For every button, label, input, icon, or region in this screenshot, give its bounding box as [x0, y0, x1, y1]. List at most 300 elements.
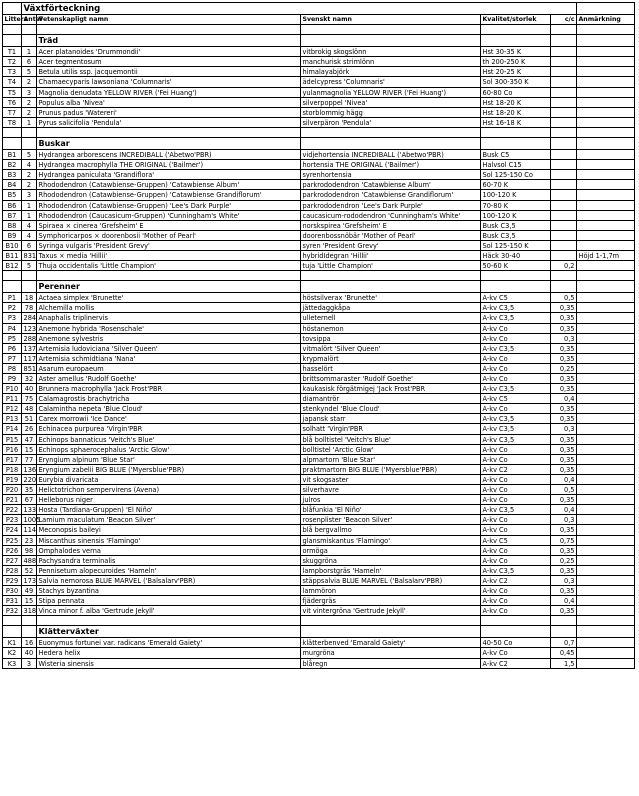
note-cell: [577, 455, 635, 465]
table-row: [2, 344, 635, 354]
antal-cell: 16: [22, 638, 37, 648]
swedish-name-cell: blå bolltistel 'Veitch's Blue': [301, 435, 481, 445]
scientific-name-cell: Helictotrichon sempervirens (Avena): [37, 485, 301, 495]
note-cell: [577, 190, 635, 200]
blank-cell: [301, 25, 481, 35]
blank-cell: [481, 626, 551, 638]
littera-cell: P17: [2, 455, 22, 465]
note-cell: [577, 67, 635, 77]
swedish-name-cell: storblommig hägg: [301, 108, 481, 118]
note-cell: [577, 638, 635, 648]
blank-cell: [577, 25, 635, 35]
antal-cell: 15: [22, 445, 37, 455]
littera-cell: P4: [2, 324, 22, 334]
scientific-name-cell: Hydrangea arborescens INCREDIBALL ('Abetwo'PBR): [37, 150, 301, 160]
littera-cell: P23: [2, 515, 22, 525]
note-cell: [577, 231, 635, 241]
scientific-name-cell: Anemone hybrida 'Rosenschale': [37, 324, 301, 334]
antal-cell: 288: [23, 334, 37, 343]
table-row: [2, 475, 635, 485]
table-row: [2, 384, 635, 394]
blank-cell: [577, 616, 635, 626]
littera-cell: B1: [2, 150, 22, 160]
note-cell: [577, 596, 635, 606]
scientific-name-cell: Brunnera macrophylla 'Jack Frost'PBR: [37, 384, 301, 394]
antal-cell: 123: [23, 324, 37, 333]
quality-cell: Halvsol C15: [481, 160, 551, 170]
table-row: [2, 515, 635, 525]
antal-cell: 77: [22, 455, 37, 465]
blank-cell: [37, 616, 301, 626]
cc-cell: [551, 67, 577, 77]
littera-cell: P29: [2, 576, 22, 586]
swedish-name-cell: vidjehortensia INCREDIBALL ('Abetwo'PBR): [301, 150, 481, 160]
swedish-name-cell: glansmiskantus 'Flamingo': [301, 536, 481, 546]
table-row: [2, 394, 635, 404]
scientific-name-cell: Rhododendron (Catawbiense-Gruppen) 'Catawbiense Grandiflorum': [37, 190, 301, 200]
cc-cell: 0,35: [551, 455, 577, 465]
quality-cell: A-kv Co: [481, 324, 551, 334]
cc-cell: 0,35: [551, 404, 577, 414]
quality-cell: Hst 30-35 K: [481, 47, 551, 57]
blank-cell: [301, 626, 481, 638]
quality-cell: A-kv C2: [481, 576, 551, 586]
table-row: [2, 150, 635, 160]
littera-cell: T7: [2, 108, 22, 118]
blank-cell: [22, 626, 37, 638]
cc-cell: 0,35: [551, 546, 577, 556]
scientific-name-cell: Eurybia divaricata: [37, 475, 301, 485]
quality-cell: A-kv Co: [481, 455, 551, 465]
littera-cell: P2: [2, 303, 22, 313]
table-title: Växtförteckning: [22, 2, 577, 15]
quality-cell: A-kv C3,5: [481, 566, 551, 576]
note-cell: [577, 150, 635, 160]
littera-cell: P19: [2, 475, 22, 485]
scientific-name-cell: Helleborus niger: [37, 495, 301, 505]
table-row: [2, 118, 635, 128]
quality-cell: A-kv C3,5: [481, 303, 551, 313]
scientific-name-cell: Hedera helix: [37, 648, 301, 658]
table-row: [2, 659, 635, 669]
littera-cell: P3: [2, 313, 22, 323]
antal-cell: 98: [22, 546, 37, 556]
littera-cell: B11: [2, 251, 22, 261]
littera-cell: P15: [2, 435, 22, 445]
cc-cell: 0,3: [551, 424, 577, 434]
littera-cell: P25: [2, 536, 22, 546]
table-row: [2, 170, 635, 180]
note-cell: [577, 334, 635, 344]
littera-cell: P27: [2, 556, 22, 566]
littera-cell: B12: [2, 261, 22, 271]
swedish-name-cell: vit skogsaster: [301, 475, 481, 485]
scientific-name-cell: Aster amellus 'Rudolf Goethe': [37, 374, 301, 384]
cc-cell: [551, 170, 577, 180]
scientific-name-cell: Anemone sylvestris: [37, 334, 301, 344]
blank-cell: [301, 281, 481, 293]
antal-cell: 23: [22, 536, 37, 546]
note-cell: [577, 546, 635, 556]
antal-cell: 15: [22, 596, 37, 606]
spacer-row: [2, 616, 635, 626]
swedish-name-cell: skuggröna: [301, 556, 481, 566]
antal-cell: 1005: [23, 516, 41, 525]
scientific-name-cell: Pyrus salicifolia 'Pendula': [37, 118, 301, 128]
scientific-name-cell: Wisteria sinensis: [37, 659, 301, 669]
quality-cell: Busk C3,5: [481, 231, 551, 241]
antal-cell: 220: [23, 475, 37, 484]
antal-cell: 318: [23, 607, 37, 616]
table-row: [2, 108, 635, 118]
blank-cell: [301, 138, 481, 150]
antal-cell: 488: [23, 556, 37, 565]
cc-cell: [551, 241, 577, 251]
quality-cell: 50-60 K: [481, 261, 551, 271]
cc-cell: 0,4: [551, 394, 577, 404]
header-note: Anmärkning: [577, 15, 635, 25]
header-swedish-name: Svenskt namn: [301, 15, 481, 25]
littera-cell: T8: [2, 118, 22, 128]
littera-cell: P10: [2, 384, 22, 394]
swedish-name-cell: murgröna: [301, 648, 481, 658]
note-cell: [577, 515, 635, 525]
table-row: [2, 465, 635, 475]
scientific-name-cell: Asarum europaeum: [37, 364, 301, 374]
littera-cell: P5: [2, 334, 22, 344]
antal-cell: 831: [23, 251, 37, 260]
cc-cell: 0,3: [551, 515, 577, 525]
quality-cell: A-kv Co: [481, 445, 551, 455]
title-blank-cell: [2, 2, 22, 15]
quality-cell: 60-80 Co: [481, 88, 551, 98]
table-row: [2, 648, 635, 658]
blank-cell: [2, 281, 22, 293]
cc-cell: [551, 201, 577, 211]
littera-cell: B3: [2, 170, 22, 180]
littera-cell: P18: [2, 465, 22, 475]
cc-cell: 0,35: [551, 414, 577, 424]
table-row: [2, 201, 635, 211]
scientific-name-cell: Acer platanoides 'Drummondii': [37, 47, 301, 57]
scientific-name-cell: Rhododendron (Caucasicum-Gruppen) 'Cunningham's White': [37, 211, 301, 221]
note-cell: [577, 313, 635, 323]
blank-cell: [577, 128, 635, 138]
swedish-name-cell: syrenhortensia: [301, 170, 481, 180]
blank-cell: [2, 138, 22, 150]
note-cell: [577, 566, 635, 576]
table-row: [2, 374, 635, 384]
scientific-name-cell: Artemisia schmidtiana 'Nana': [37, 354, 301, 364]
cc-cell: [551, 251, 577, 261]
swedish-name-cell: höstanemon: [301, 324, 481, 334]
table-row: [2, 505, 635, 515]
scientific-name-cell: Miscanthus sinensis 'Flamingo': [37, 536, 301, 546]
table-row: [2, 57, 635, 67]
swedish-name-cell: japansk starr: [301, 414, 481, 424]
cc-cell: [551, 108, 577, 118]
quality-cell: Hst 18-20 K: [481, 108, 551, 118]
spacer-row: [2, 25, 635, 35]
note-cell: [577, 364, 635, 374]
note-cell: [577, 445, 635, 455]
quality-cell: th 200-250 K: [481, 57, 551, 67]
littera-cell: P13: [2, 414, 22, 424]
antal-cell: 78: [22, 303, 37, 313]
blank-cell: [481, 25, 551, 35]
note-cell: [577, 435, 635, 445]
antal-cell: 4: [22, 160, 37, 170]
antal-cell: 40: [22, 648, 37, 658]
scientific-name-cell: Euonymus fortunei var. radicans 'Emerald Gaiety': [37, 638, 301, 648]
antal-cell: 49: [22, 586, 37, 596]
note-cell: [577, 303, 635, 313]
quality-cell: A-kv Co: [481, 546, 551, 556]
quality-cell: A-kv C2: [481, 465, 551, 475]
scientific-name-cell: Carex morrowii 'Ice Dance': [37, 414, 301, 424]
section-heading: Buskar: [37, 138, 301, 150]
quality-cell: A-kv C3,5: [481, 435, 551, 445]
table-row: [2, 546, 635, 556]
note-cell: [577, 495, 635, 505]
swedish-name-cell: parkrododendron 'Lee's Dark Purple': [301, 201, 481, 211]
cc-cell: [551, 98, 577, 108]
littera-cell: B9: [2, 231, 22, 241]
note-cell: [577, 659, 635, 669]
table-row: [2, 190, 635, 200]
note-cell: [577, 384, 635, 394]
table-row: [2, 354, 635, 364]
blank-cell: [37, 128, 301, 138]
quality-cell: A-kv C3,5: [481, 505, 551, 515]
antal-cell: 4: [22, 231, 37, 241]
antal-cell: 133: [23, 506, 37, 515]
cc-cell: [551, 118, 577, 128]
blank-cell: [301, 271, 481, 281]
quality-cell: A-kv Co: [481, 586, 551, 596]
scientific-name-cell: Vinca minor f. alba 'Gertrude Jekyll': [37, 606, 301, 616]
table-row: [2, 313, 635, 323]
swedish-name-cell: tuja 'Little Champion': [301, 261, 481, 271]
table-row: [2, 241, 635, 251]
blank-cell: [2, 616, 22, 626]
blank-cell: [551, 616, 577, 626]
cc-cell: [551, 180, 577, 190]
table-row: [2, 251, 635, 261]
section-heading-row: [2, 626, 635, 638]
swedish-name-cell: vitmalört 'Silver Queen': [301, 344, 481, 354]
note-cell: [577, 404, 635, 414]
title-blank-cell: [577, 2, 635, 15]
table-row: [2, 525, 635, 535]
quality-cell: A-kv Co: [481, 404, 551, 414]
antal-cell: 52: [22, 566, 37, 576]
antal-cell: 3: [22, 88, 37, 98]
cc-cell: [551, 57, 577, 67]
blank-cell: [551, 25, 577, 35]
quality-cell: 70-80 K: [481, 201, 551, 211]
blank-cell: [577, 35, 635, 47]
scientific-name-cell: Thuja occidentalis 'Little Champion': [37, 261, 301, 271]
scientific-name-cell: Alchemilla mollis: [37, 303, 301, 313]
note-cell: Höjd 1-1,7m: [577, 251, 635, 261]
note-cell: [577, 47, 635, 57]
swedish-name-cell: hybridIdegran 'Hillii': [301, 251, 481, 261]
blank-cell: [481, 128, 551, 138]
cc-cell: 0,4: [551, 505, 577, 515]
note-cell: [577, 98, 635, 108]
scientific-name-cell: Magnolia denudata YELLOW RIVER ('Fei Huang'): [37, 88, 301, 98]
note-cell: [577, 261, 635, 271]
littera-cell: P6: [2, 344, 22, 354]
note-cell: [577, 201, 635, 211]
blank-cell: [22, 128, 37, 138]
cc-cell: 0,3: [551, 334, 577, 344]
cc-cell: [551, 221, 577, 231]
scientific-name-cell: Prunus padus 'Watereri': [37, 108, 301, 118]
antal-cell: 51: [22, 414, 37, 424]
note-cell: [577, 475, 635, 485]
littera-cell: T6: [2, 98, 22, 108]
scientific-name-cell: Chamaecyparis lawsoniana 'Columnaris': [37, 77, 301, 87]
quality-cell: 100-120 K: [481, 190, 551, 200]
quality-cell: A-kv C5: [481, 394, 551, 404]
cc-cell: [551, 88, 577, 98]
swedish-name-cell: ormöga: [301, 546, 481, 556]
swedish-name-cell: blå bergvallmo: [301, 525, 481, 535]
antal-cell: 2: [22, 108, 37, 118]
scientific-name-cell: Pachysandra terminalis: [37, 556, 301, 566]
quality-cell: A-kv C3,5: [481, 424, 551, 434]
cc-cell: 0,35: [551, 354, 577, 364]
antal-cell: 1: [22, 47, 37, 57]
table-row: [2, 364, 635, 374]
note-cell: [577, 118, 635, 128]
swedish-name-cell: norskspirea 'Grefsheim' E: [301, 221, 481, 231]
cc-cell: 0,5: [551, 485, 577, 495]
littera-cell: T4: [2, 77, 22, 87]
antal-cell: 48: [22, 404, 37, 414]
scientific-name-cell: Eryngium alpinum 'Blue Star': [37, 455, 301, 465]
note-cell: [577, 648, 635, 658]
swedish-name-cell: silverpoppel 'Nivea': [301, 98, 481, 108]
blank-cell: [37, 25, 301, 35]
note-cell: [577, 576, 635, 586]
antal-cell: 1: [22, 201, 37, 211]
swedish-name-cell: fjädergräs: [301, 596, 481, 606]
antal-cell: 1: [22, 211, 37, 221]
cc-cell: 0,35: [551, 465, 577, 475]
antal-cell: 67: [22, 495, 37, 505]
note-cell: [577, 505, 635, 515]
swedish-name-cell: ädelcypress 'Columnaris': [301, 77, 481, 87]
scientific-name-cell: Hosta (Tardiana-Gruppen) 'El Niño': [37, 505, 301, 515]
littera-cell: T1: [2, 47, 22, 57]
header-quality: Kvalitet/storlek: [481, 15, 551, 25]
note-cell: [577, 424, 635, 434]
header-antal: Antal: [22, 15, 37, 25]
blank-cell: [22, 25, 37, 35]
table-row: [2, 47, 635, 57]
cc-cell: 0,7: [551, 638, 577, 648]
table-row: [2, 334, 635, 344]
swedish-name-cell: jättedaggkåpa: [301, 303, 481, 313]
quality-cell: A-kv Co: [481, 648, 551, 658]
quality-cell: A-kv Co: [481, 334, 551, 344]
quality-cell: A-kv C5: [481, 536, 551, 546]
cc-cell: [551, 190, 577, 200]
quality-cell: A-kv Co: [481, 606, 551, 616]
swedish-name-cell: manchurisk strimlönn: [301, 57, 481, 67]
cc-cell: 0,35: [551, 344, 577, 354]
scientific-name-cell: Hydrangea paniculata 'Grandiflora': [37, 170, 301, 180]
blank-cell: [2, 25, 22, 35]
cc-cell: [551, 47, 577, 57]
littera-cell: P14: [2, 424, 22, 434]
header-scientific-name: Vetenskapligt namn: [37, 15, 301, 25]
cc-cell: 0,25: [551, 364, 577, 374]
note-cell: [577, 241, 635, 251]
blank-cell: [577, 281, 635, 293]
antal-cell: 114: [23, 526, 37, 535]
note-cell: [577, 606, 635, 616]
quality-cell: A-kv C3,5: [481, 313, 551, 323]
scientific-name-cell: Betula utilis ssp. jacquemontii: [37, 67, 301, 77]
quality-cell: A-kv Co: [481, 485, 551, 495]
littera-cell: P31: [2, 596, 22, 606]
table-row: [2, 160, 635, 170]
swedish-name-cell: syren 'President Grevy': [301, 241, 481, 251]
blank-cell: [22, 616, 37, 626]
littera-cell: B7: [2, 211, 22, 221]
note-cell: [577, 293, 635, 303]
blank-cell: [551, 35, 577, 47]
swedish-name-cell: alpmartorn 'Blue Star': [301, 455, 481, 465]
antal-cell: 6: [22, 57, 37, 67]
scientific-name-cell: Echinops bannaticus 'Veitch's Blue': [37, 435, 301, 445]
blank-cell: [22, 271, 37, 281]
quality-cell: A-kv Co: [481, 374, 551, 384]
blank-cell: [481, 138, 551, 150]
scientific-name-cell: Spiraea × cinerea 'Grefsheim' E: [37, 221, 301, 231]
blank-cell: [481, 281, 551, 293]
swedish-name-cell: ulleternell: [301, 313, 481, 323]
table-row: [2, 77, 635, 87]
header-row: [2, 15, 635, 25]
table-row: [2, 88, 635, 98]
swedish-name-cell: lammöron: [301, 586, 481, 596]
scientific-name-cell: Meconopsis baileyi: [37, 525, 301, 535]
cc-cell: 0,35: [551, 435, 577, 445]
note-cell: [577, 465, 635, 475]
note-cell: [577, 88, 635, 98]
antal-cell: 117: [23, 354, 37, 363]
littera-cell: B2: [2, 160, 22, 170]
antal-cell: 6: [22, 241, 37, 251]
antal-cell: 284: [23, 314, 37, 323]
title-row: [2, 2, 635, 15]
swedish-name-cell: silverhavre: [301, 485, 481, 495]
table-row: [2, 324, 635, 334]
littera-cell: B10: [2, 241, 22, 251]
cc-cell: 0,35: [551, 374, 577, 384]
swedish-name-cell: praktmartorn BIG BLUE ('Myersblue'PBR): [301, 465, 481, 475]
littera-cell: T2: [2, 57, 22, 67]
quality-cell: A-kv C2: [481, 659, 551, 669]
table-row: [2, 261, 635, 271]
table-row: [2, 435, 635, 445]
scientific-name-cell: Rhododendron (Catawbiense-Gruppen) 'Catawbiense Album': [37, 180, 301, 190]
